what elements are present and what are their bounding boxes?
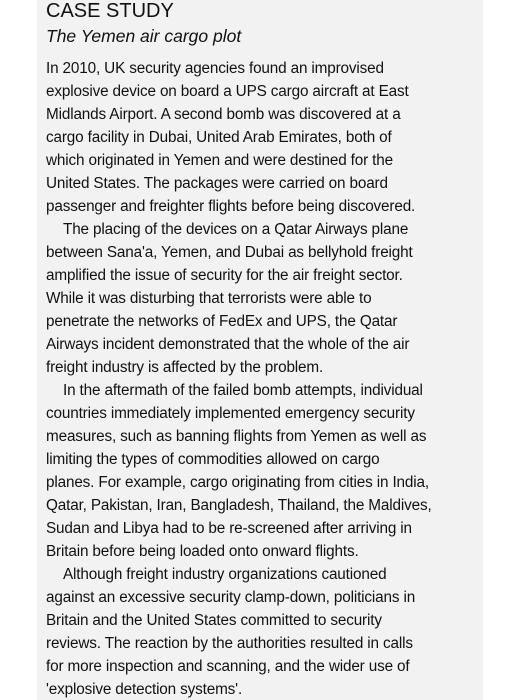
text-line: between Sana'a, Yemen, and Dubai as bellyhold freight [46, 244, 413, 261]
text-line: reviews. The reaction by the authorities resulted in calls [46, 635, 413, 652]
text-line: United States. The packages were carried on board [46, 175, 388, 192]
case-study-box [37, 0, 483, 700]
text-line: cargo facility in Dubai, United Arab Emirates, both of [46, 129, 392, 146]
text-line: Airways incident demonstrated that the whole of the air [46, 336, 410, 353]
text-line: 'explosive detection systems'. [46, 681, 243, 698]
text-line: planes. For example, cargo originating from cities in India, [46, 474, 429, 491]
text-line: Sudan and Libya had to be re-screened after arriving in [46, 520, 412, 537]
text-line: freight industry is affected by the problem. [46, 359, 324, 376]
text-line: which originated in Yemen and were destined for the [46, 152, 393, 169]
text-line: The placing of the devices on a Qatar Airways plane [63, 221, 409, 238]
text-line: against an excessive security clamp-down, politicians in [46, 589, 416, 606]
case-study-heading: CASE STUDY [46, 0, 174, 22]
text-line: limiting the types of commodities allowed on cargo [46, 451, 380, 468]
paragraph-3 [46, 379, 483, 563]
text-line: amplified the issue of security for the air freight sector. [46, 267, 403, 284]
text-line: Midlands Airport. A second bomb was discovered at a [46, 106, 401, 123]
text-line: Although freight industry organizations cautioned [63, 566, 387, 583]
text-line: In the aftermath of the failed bomb attempts, individual [63, 382, 423, 399]
text-line: passenger and freighter flights before being discovered. [46, 198, 416, 215]
paragraph-2 [46, 218, 483, 379]
text-line: measures, such as banning flights from Yemen as well as [46, 428, 427, 445]
text-line: Britain before being loaded onto onward flights. [46, 543, 359, 560]
case-study-body [46, 57, 483, 700]
paragraph-4 [46, 563, 483, 700]
text-line: Qatar, Pakistan, Iran, Bangladesh, Thailand, the Maldives, [46, 497, 432, 514]
text-line: countries immediately implemented emergency security [46, 405, 415, 422]
text-line: explosive device on board a UPS cargo aircraft at East [46, 83, 409, 100]
text-line: Britain and the United States committed to security [46, 612, 382, 629]
text-line: In 2010, UK security agencies found an improvised [46, 60, 384, 77]
paragraph-1 [46, 57, 483, 218]
case-study-title: The Yemen air cargo plot [46, 26, 242, 46]
text-line: While it was disturbing that terrorists were able to [46, 290, 372, 307]
text-line: for more inspection and scanning, and the wider use of [46, 658, 410, 675]
text-line: penetrate the networks of FedEx and UPS, the Qatar [46, 313, 398, 330]
